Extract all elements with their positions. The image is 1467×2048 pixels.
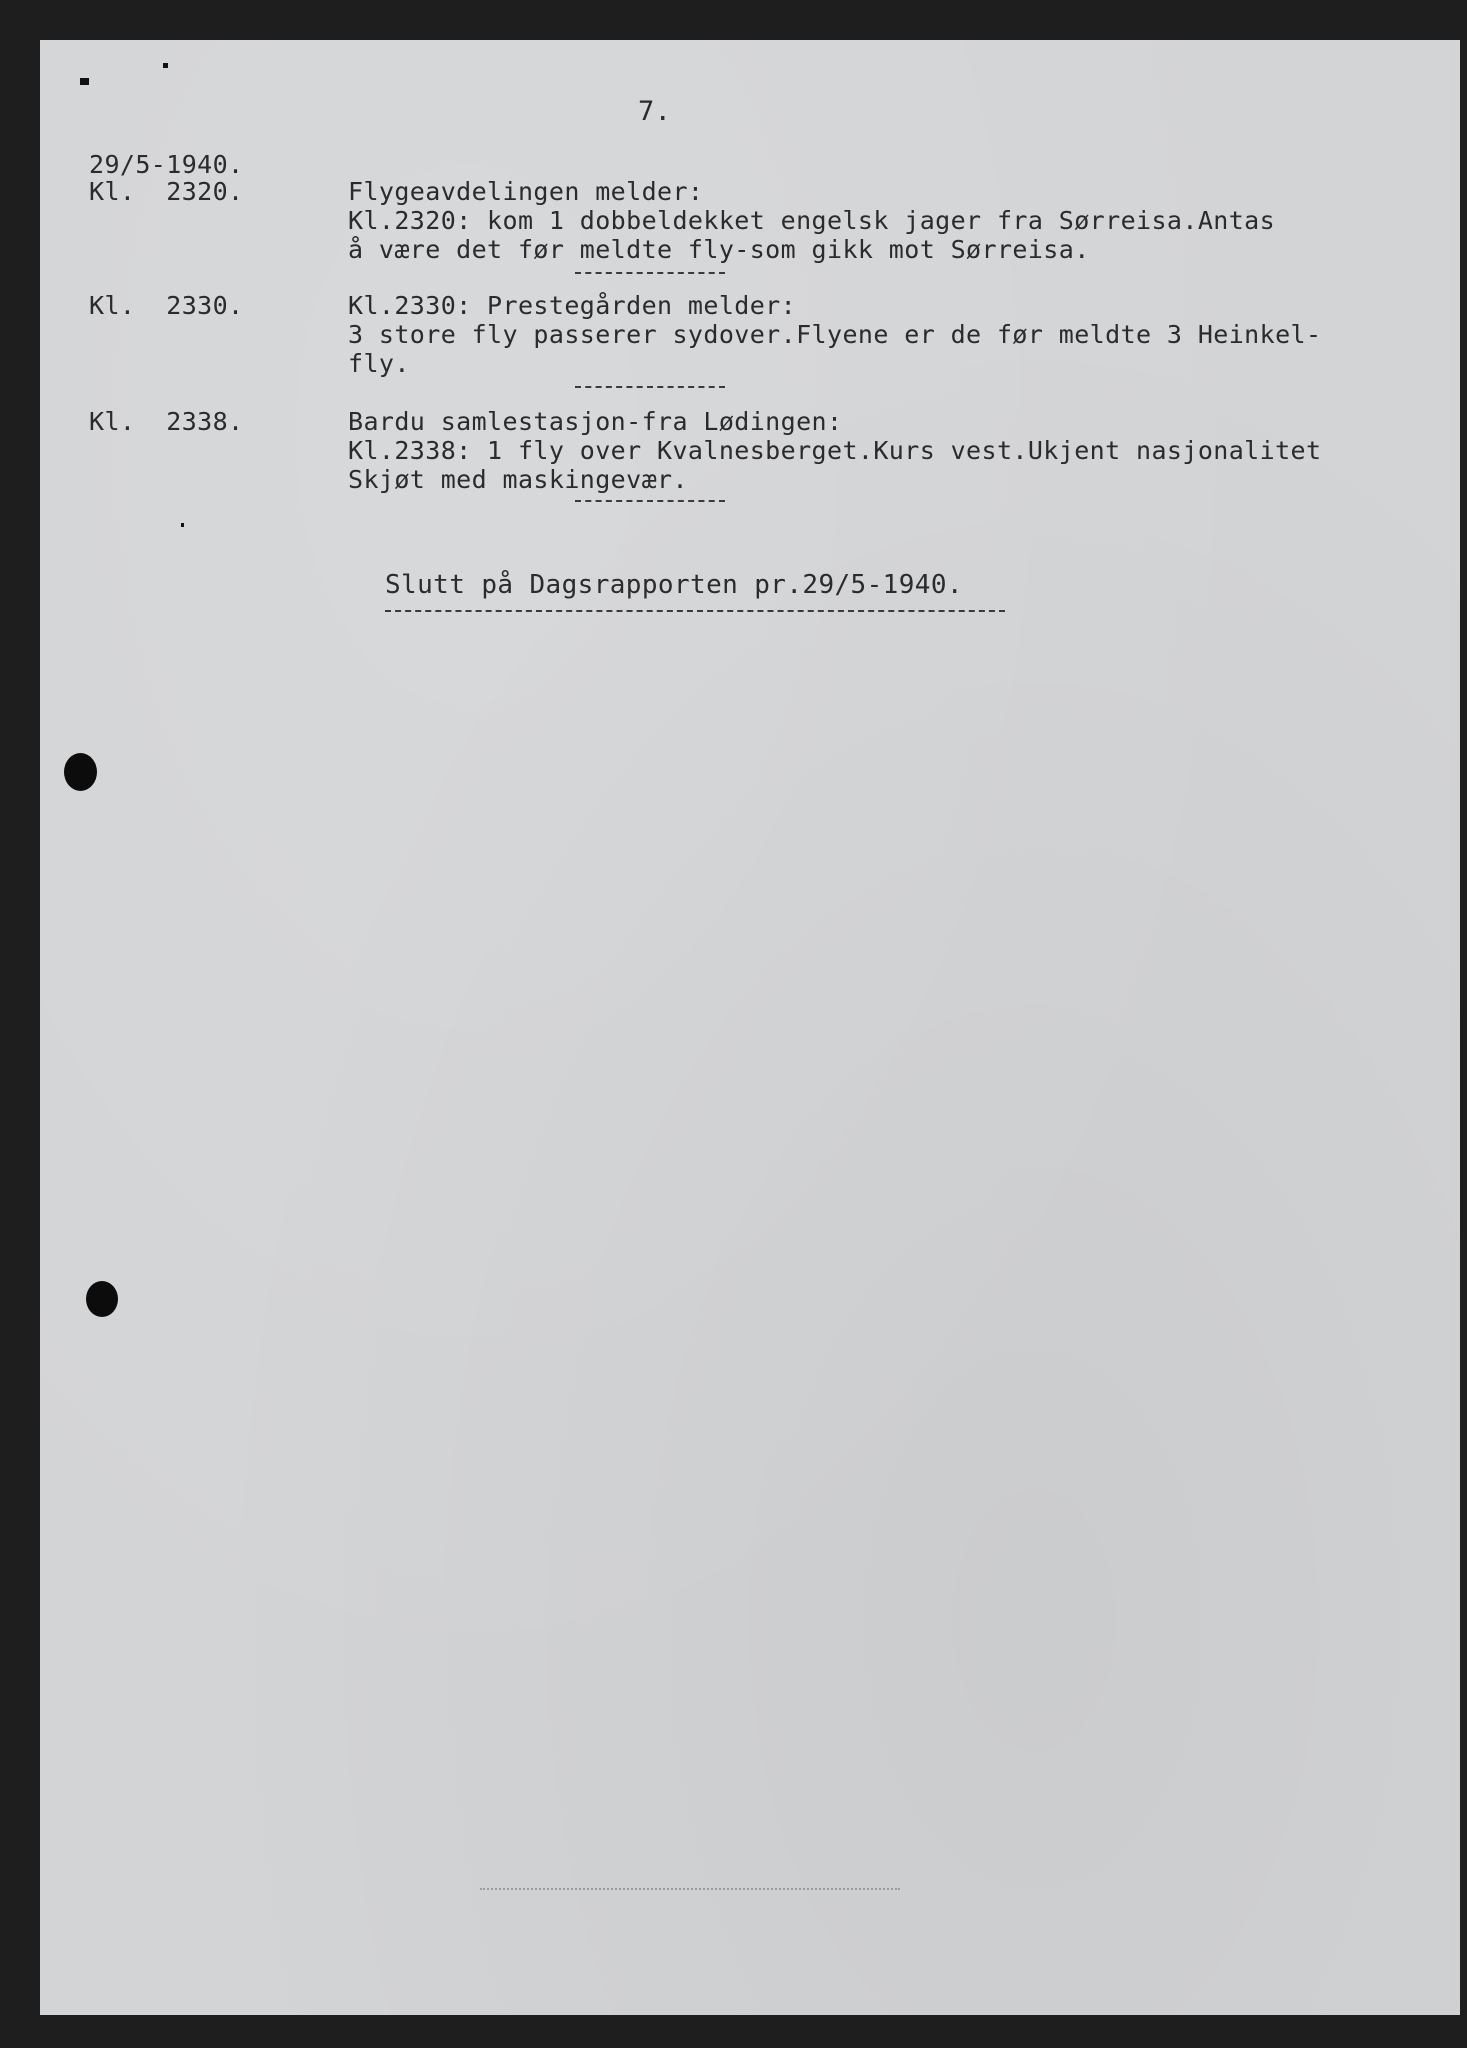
entry-1-line-1: Flygeavdelingen melder: [348, 177, 704, 206]
entry-2-line-2: 3 store fly passerer sydover.Flyene er de før meldte 3 Heinkel- [348, 320, 1322, 349]
punch-hole [64, 753, 97, 791]
entry-1-line-2: Kl.2320: kom 1 dobbeldekket engelsk jager fra Sørreisa.Antas [348, 206, 1276, 235]
entry-time-2320: Kl. 2320. [89, 177, 244, 206]
report-date: 29/5-1940. [89, 150, 244, 179]
entry-time-2338: Kl. 2338. [89, 407, 244, 436]
closing-line: Slutt på Dagsrapporten pr.29/5-1940. [385, 570, 963, 600]
separator [575, 500, 725, 502]
entry-2-line-1: Kl.2330: Prestegården melder: [348, 291, 797, 320]
punch-hole [86, 1281, 118, 1317]
closing-underline [385, 610, 1005, 612]
separator [575, 272, 725, 274]
document-page [40, 40, 1460, 2015]
ink-speck [80, 78, 89, 85]
entry-3-line-2: Kl.2338: 1 fly over Kvalnesberget.Kurs vest.Ukjent nasjonalitet [348, 436, 1322, 465]
entry-3-line-3: Skjøt med maskingevær. [348, 465, 688, 494]
page-number: 7. [638, 96, 672, 127]
entry-2-line-3: fly. [348, 349, 410, 378]
entry-1-line-3: å være det før meldte fly-som gikk mot Sørreisa. [348, 235, 1090, 264]
entry-3-line-1: Bardu samlestasjon-fra Lødingen: [348, 407, 843, 436]
separator [575, 386, 725, 388]
ink-speck [163, 63, 168, 68]
entry-time-2330: Kl. 2330. [89, 291, 244, 320]
ink-speck [181, 523, 184, 527]
faint-ink-trace [480, 1888, 900, 1900]
